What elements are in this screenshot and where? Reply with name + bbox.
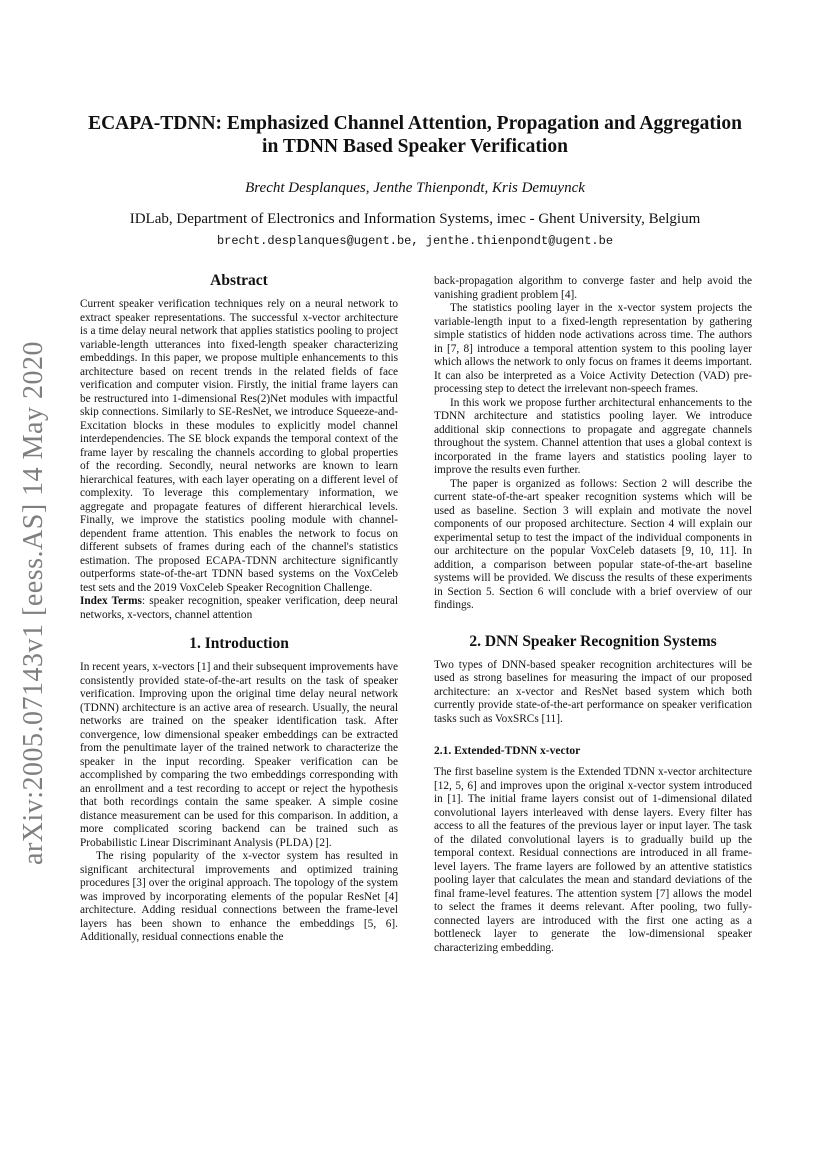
intro-paragraph-1: In recent years, x-vectors [1] and their subsequent improvements have consistently provided state-of-the-art results on the task of speaker verification. Improving upon the original time delay neural network (TDNN) architecture is an active area of research. Usually, the neural networks are trained on the speaker identification task. After convergence, low dimensional speaker embeddings can be extracted from the penultimate layer of the trained network to characterize the speaker in the input recording. Speaker verification can be accomplished by comparing the two embeddings corresponding with an enrollment and a test recording to accept or reject the hypothesis that both recordings contain the same speaker. A simple cosine distance measurement can be used for this comparison. In addition, a more complicated scoring backend can be trained such as Probabilistic Linear Discriminant Analysis (PLDA) [2]. [80,661,398,849]
intro-paragraph-2: The rising popularity of the x-vector system has resulted in significant architectural improvements and optimized training procedures [3] over the original approach. The topology of the system was improved by incorporating elements of the popular ResNet [4] architecture. Adding residual connections between the frame-level layers has been shown to enhance the embeddings [5, 6]. Additionally, residual connections enable the [80,850,398,943]
intro-paragraph-5: In this work we propose further architectural enhancements to the TDNN architecture and statistics pooling layer. We introduce additional skip connections to propagate and aggregate channels throughout the system. Channel attention that uses a global context is incorporated in the frame layers and statistics pooling layer to improve the results even further. [434,396,752,476]
paper-title [80,112,750,158]
right-column [434,275,752,955]
index-terms-label: Index Terms [80,595,142,607]
subsection-2-1-paragraph-1: The first baseline system is the Extended TDNN x-vector architecture [12, 5, 6] and improves upon the original x-vector system introduced in [1]. The initial frame layers consist out of 1-dimensional dilated convolutional layers interleaved with dense layers. Every filter has access to all the features of the previous layer or input layer. The task of the dilated convolutional layers is to gradually build up the temporal context. Residual connections are introduced in all frame-level layers. The frame layers are followed by an attentive statistics pooling layer that calculates the mean and standard deviations of the final frame-level features. The attention system [7] allows the model to select the frames it deems relevant. After pooling, two fully-connected layers are introduced with the first one acting as a bottleneck layer to generate the low-dimensional speaker characterizing embedding. [434,766,752,954]
intro-paragraph-3: back-propagation algorithm to converge faster and help avoid the vanishing gradient problem [4]. [434,275,752,301]
author-list: Brecht Desplanques, Jenthe Thienpondt, Kris Demuynck [245,180,585,196]
author-emails: brecht.desplanques@ugent.be, jenthe.thienpondt@ugent.be [216,234,614,248]
section-2-heading: 2. DNN Speaker Recognition Systems [469,632,717,650]
index-terms-list: : speaker recognition, speaker verification, deep neural networks, x-vectors, channel attention [80,595,398,621]
introduction-heading: 1. Introduction [189,635,289,652]
subsection-2-1-heading: 2.1. Extended-TDNN x-vector [434,745,581,757]
intro-paragraph-4: The statistics pooling layer in the x-vector system projects the variable-length input to a fixed-length representation by gathering simple statistics of hidden node activations across time. The authors in [7, 8] introduce a temporal attention system to this pooling layer which allows the network to only focus on frames it deems important. It can also be interpreted as a Voice Activity Detection (VAD) pre-processing step to detect the irrelevant non-speech frames. [434,302,752,395]
paper-title-line-1: ECAPA-TDNN: Emphasized Channel Attention, Propagation and Aggregation [88,113,742,134]
abstract-text: Current speaker verification techniques rely on a neural network to extract speaker representations. The successful x-vector architecture is a time delay neural network that applies statistics pooling to project variable-length utterances into fixed-length speaker characterizing embeddings. In this paper, we propose multiple enhancements to this architecture based on recent trends in the related fields of face verification and computer vision. Firstly, the initial frame layers can be restructured into 1-dimensional Res(2)Net modules with impactful skip connections. Similarly to SE-ResNet, we introduce Squeeze-and-Excitation blocks in these modules to explicitly model channel interdependencies. The SE block expands the temporal context of the frame layer by rescaling the channels according to global properties of the recording. Secondly, neural networks are known to learn hierarchical features, with each layer operating on a different level of complexity. To leverage this complementary information, we aggregate and propagate features of different hierarchical levels. Finally, we improve the statistics pooling module with channel-dependent frame attention. This enables the network to focus on different subsets of frames during each of the channel's statistics estimation. The proposed ECAPA-TDNN architecture significantly outperforms state-of-the-art TDNN based systems on the VoxCeleb test sets and the 2019 VoxCeleb Speaker Recognition Challenge. [80,298,398,594]
index-terms [80,595,398,622]
affiliation: IDLab, Department of Electronics and Information Systems, imec - Ghent University, Belgium [129,211,701,227]
arxiv-identifier-text: arXiv:2005.07143v1 [eess.AS] 14 May 2020 [18,341,49,865]
abstract-heading: Abstract [210,272,268,289]
intro-paragraph-6: The paper is organized as follows: Section 2 will describe the current state-of-the-art speaker recognition systems which will be used as baseline. Section 3 will explain and motivate the novel components of our proposed architecture. Section 4 will explain our experimental setup to test the impact of the individual components in our architecture on the popular VoxCeleb datasets [9, 10, 11]. In addition, a comparison between popular state-of-the-art baseline systems will be provided. We discuss the results of these experiments in Section 5. Section 6 will conclude with a brief overview of our findings. [434,477,752,611]
paper-title-line-2: in TDNN Based Speaker Verification [262,136,568,157]
arxiv-identifier-sidebar [14,0,54,1169]
section-2-paragraph-1: Two types of DNN-based speaker recognition architectures will be used as strong baselines for measuring the impact of our proposed architecture: an x-vector and ResNet based system which both currently provide state-of-the-art performance on speaker verification tasks such as VoxSRCs [11]. [434,658,752,725]
left-column [80,272,398,945]
